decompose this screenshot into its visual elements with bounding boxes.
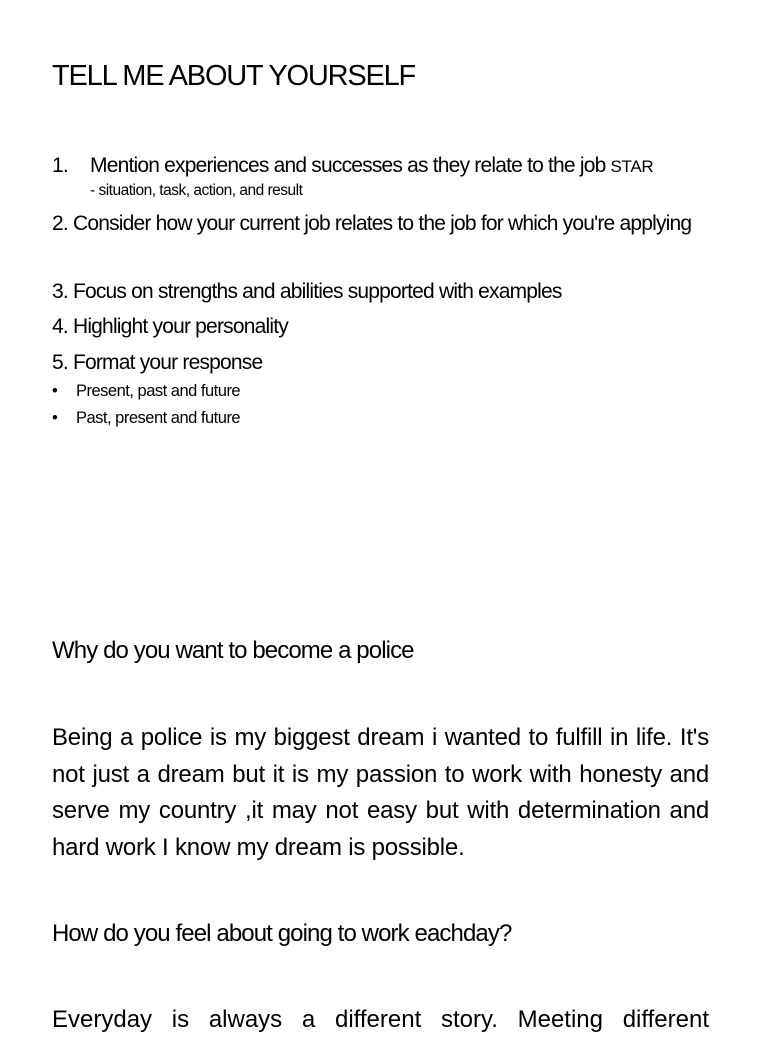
answer-paragraph-2: Everyday is always a different story. Meeting different (52, 1006, 709, 1033)
list-item-3: 3. Focus on strengths and abilities supported with examples (52, 280, 562, 303)
bullet-item (52, 409, 240, 428)
question-heading-2: How do you feel about going to work eachday? (52, 920, 512, 947)
bullet-text: Past, present and future (76, 409, 241, 427)
question-heading-1: Why do you want to become a police (52, 637, 414, 664)
bullet-icon: • (52, 409, 58, 427)
list-item-1-subtext: - situation, task, action, and result (90, 182, 303, 199)
bullet-item (52, 382, 240, 401)
list-item-1 (52, 154, 712, 178)
list-item-5: 5. Format your response (52, 351, 263, 374)
bullet-text: Present, past and future (76, 382, 241, 400)
list-item-1-text: Mention experiences and successes as they relate to the job (90, 154, 606, 177)
page-title: TELL ME ABOUT YOURSELF (52, 60, 416, 92)
list-item-1-number: 1. (52, 154, 68, 177)
answer-paragraph-1: Being a police is my biggest dream i wanted to fulfill in life. It's not just a dream but it is my passion to work with honesty and serve my country ,it may not easy but with determination and hard work I know my dream is possible. (52, 724, 709, 861)
star-label: STAR (610, 157, 654, 176)
bullet-icon: • (52, 382, 58, 400)
list-item-4: 4. Highlight your personality (52, 315, 288, 338)
list-item-2: 2. Consider how your current job relates to the job for which you're applying (52, 212, 692, 235)
